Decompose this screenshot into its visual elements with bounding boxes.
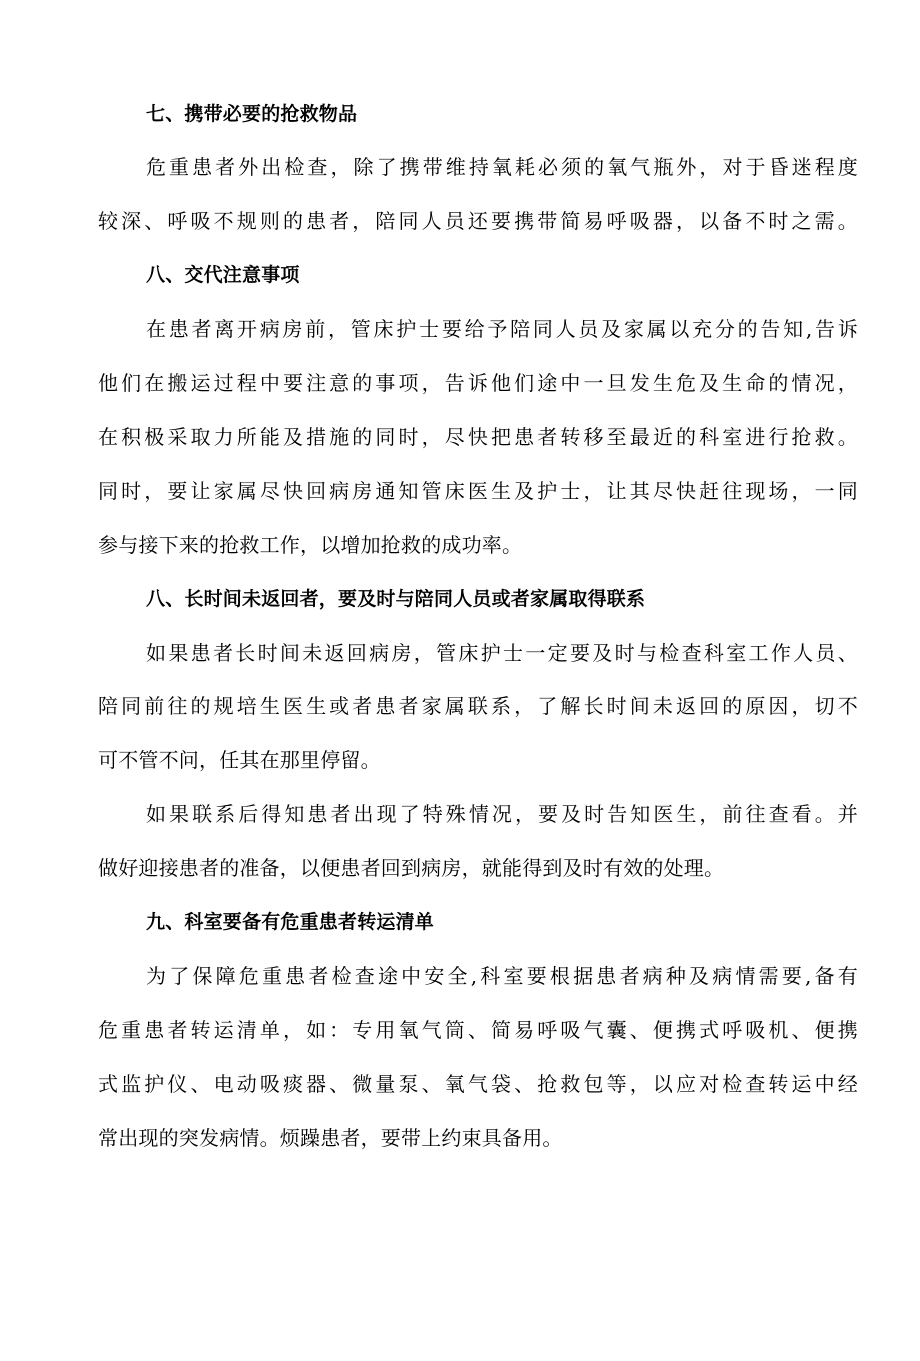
paragraph-line: 常出现的突发病情。烦躁患者，要带上约束具备用。 <box>98 1126 563 1150</box>
paragraph-line: 如果患者长时间未返回病房，管床护士一定要及时与检查科室工作人员、 <box>146 641 858 665</box>
section-heading-8b: 八、长时间未返回者，要及时与陪同人员或者家属取得联系 <box>146 588 646 610</box>
paragraph-line: 在患者离开病房前，管床护士要给予陪同人员及家属以充分的告知,告诉 <box>146 317 858 341</box>
paragraph-line: 他们在搬运过程中要注意的事项，告诉他们途中一旦发生危及生命的情况， <box>98 371 858 395</box>
section-heading-9: 九、科室要备有危重患者转运清单 <box>146 911 435 933</box>
paragraph-line: 可不管不问，任其在那里停留。 <box>98 748 381 772</box>
paragraph-line: 式监护仪、电动吸痰器、微量泵、氧气袋、抢救包等，以应对检查转运中经 <box>98 1072 858 1096</box>
paragraph-line: 如果联系后得知患者出现了特殊情况，要及时告知医生，前往查看。并 <box>146 802 858 826</box>
paragraph-line: 陪同前往的规培生医生或者患者家属联系，了解长时间未返回的原因，切不 <box>98 694 858 718</box>
paragraph-line: 危重患者外出检查，除了携带维持氧耗必须的氧气瓶外，对于昏迷程度 <box>146 155 858 179</box>
paragraph-line: 危重患者转运清单，如：专用氧气筒、简易呼吸气囊、便携式呼吸机、便携 <box>98 1018 858 1042</box>
paragraph-line: 参与接下来的抢救工作，以增加抢救的成功率。 <box>98 533 523 557</box>
section-heading-8: 八、交代注意事项 <box>146 264 300 286</box>
paragraph-line: 为了保障危重患者检查途中安全,科室要根据患者病种及病情需要,备有 <box>146 964 858 988</box>
paragraph-line: 做好迎接患者的准备，以便患者回到病房，就能得到及时有效的处理。 <box>98 856 725 880</box>
paragraph-line: 较深、呼吸不规则的患者，陪同人员还要携带简易呼吸器，以备不时之需。 <box>98 209 858 233</box>
paragraph-line: 在积极采取力所能及措施的同时，尽快把患者转移至最近的科室进行抢救。 <box>98 425 858 449</box>
section-heading-7: 七、携带必要的抢救物品 <box>146 103 358 125</box>
paragraph-line: 同时，要让家属尽快回病房通知管床医生及护士，让其尽快赶往现场，一同 <box>98 479 858 503</box>
